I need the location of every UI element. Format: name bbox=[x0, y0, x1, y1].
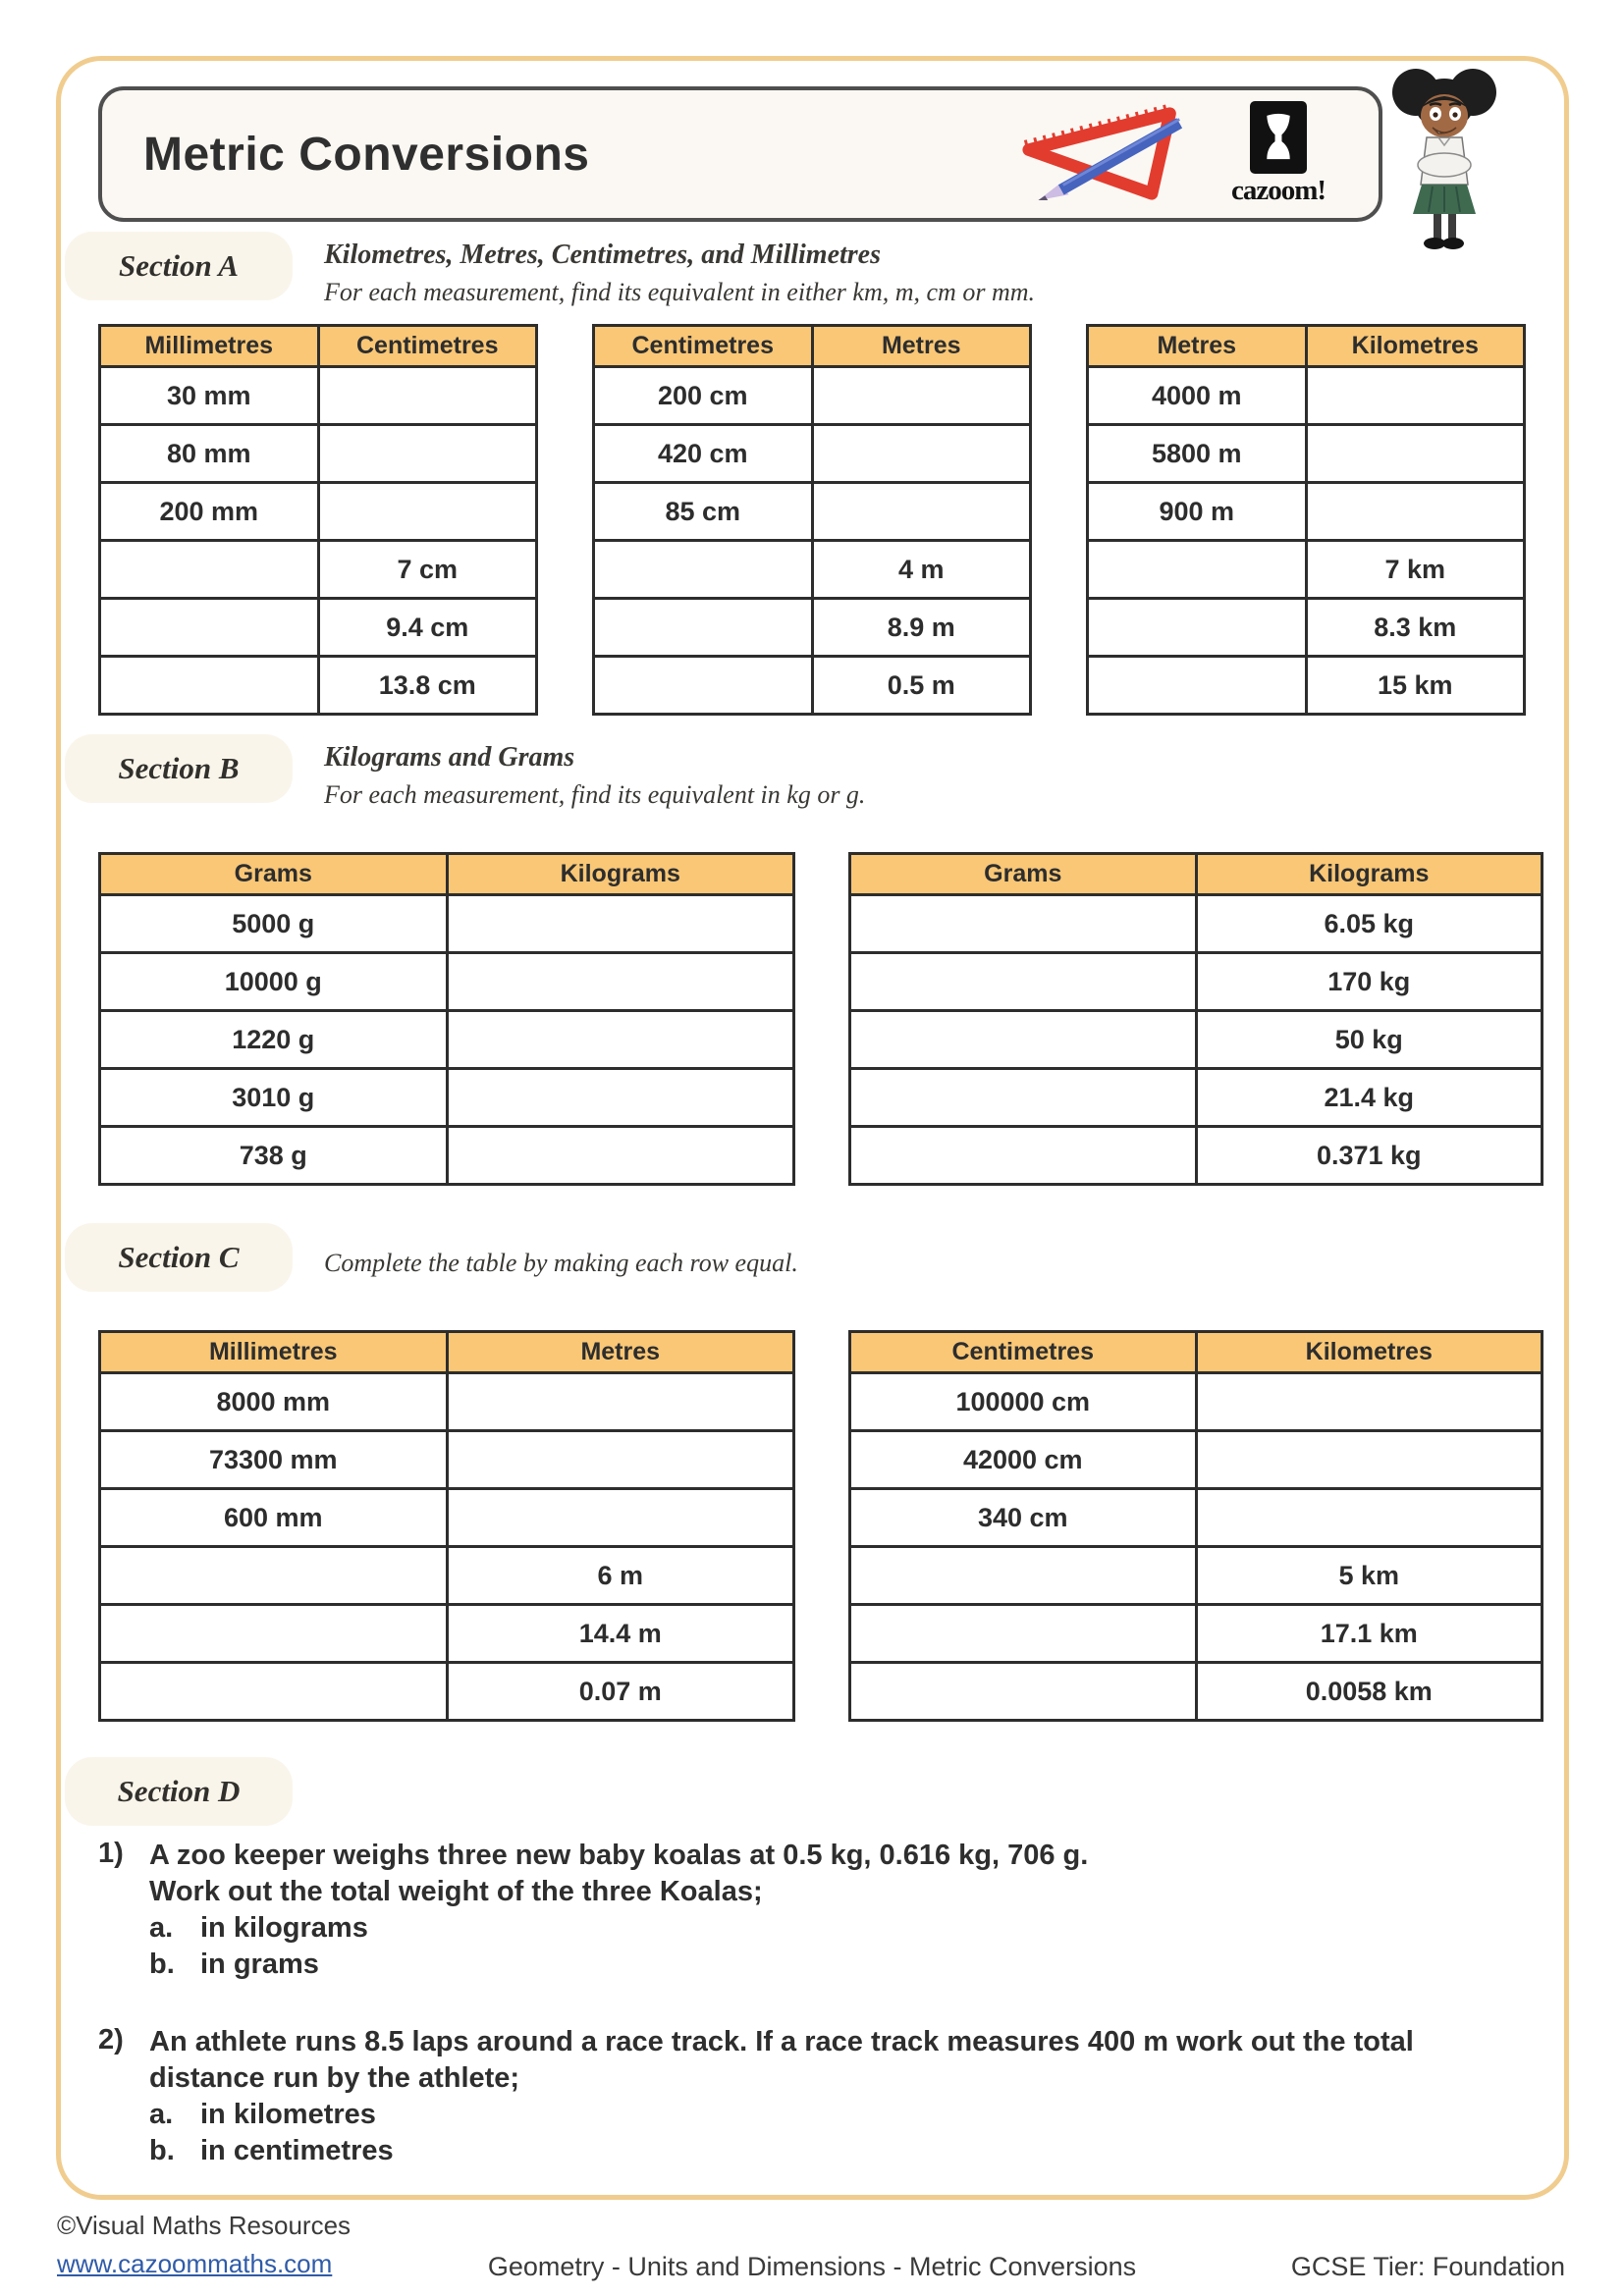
value-cell: 0.5 m bbox=[812, 657, 1031, 715]
column-header: Metres bbox=[812, 326, 1031, 367]
problem-sub-item: b. in grams bbox=[149, 1949, 319, 1980]
cazoom-drum-icon bbox=[1250, 101, 1307, 174]
column-header: Metres bbox=[1088, 326, 1307, 367]
value-cell: 80 mm bbox=[100, 425, 319, 483]
answer-cell[interactable] bbox=[100, 1547, 448, 1605]
answer-cell[interactable] bbox=[1306, 367, 1525, 425]
table-centimetres-kilometres bbox=[848, 1330, 1543, 1722]
column-header: Kilometres bbox=[1196, 1332, 1543, 1373]
value-cell: 5800 m bbox=[1088, 425, 1307, 483]
answer-cell[interactable] bbox=[318, 483, 537, 541]
value-cell: 85 cm bbox=[594, 483, 813, 541]
table-row bbox=[850, 1489, 1543, 1547]
table-row bbox=[1088, 657, 1525, 715]
section-b-heading: Kilograms and Grams bbox=[324, 742, 575, 773]
problem-sub-item: a. in kilometres bbox=[149, 2099, 376, 2130]
table-row bbox=[850, 1373, 1543, 1431]
table-row bbox=[1088, 367, 1525, 425]
answer-cell[interactable] bbox=[1196, 1373, 1543, 1431]
table-row bbox=[100, 1547, 794, 1605]
table-row bbox=[850, 1431, 1543, 1489]
answer-cell[interactable] bbox=[850, 1069, 1197, 1127]
set-square-pencil-icon bbox=[1015, 102, 1192, 207]
value-cell: 0.371 kg bbox=[1196, 1127, 1543, 1185]
table-centimetres-metres bbox=[592, 324, 1032, 716]
answer-cell[interactable] bbox=[447, 1373, 794, 1431]
problem-text-line: distance run by the athlete; bbox=[149, 2062, 520, 2094]
footer-copyright: ©Visual Maths Resources bbox=[57, 2211, 352, 2240]
column-header: Kilograms bbox=[1196, 854, 1543, 895]
table-row bbox=[850, 1605, 1543, 1663]
footer-tier: GCSE Tier: Foundation bbox=[1290, 2252, 1565, 2281]
table-row bbox=[594, 657, 1031, 715]
column-header: Metres bbox=[447, 1332, 794, 1373]
value-cell: 200 mm bbox=[100, 483, 319, 541]
table-row bbox=[100, 1127, 794, 1185]
answer-cell[interactable] bbox=[812, 367, 1031, 425]
table-row bbox=[850, 953, 1543, 1011]
column-header: Millimetres bbox=[100, 326, 319, 367]
value-cell: 42000 cm bbox=[850, 1431, 1197, 1489]
answer-cell[interactable] bbox=[850, 895, 1197, 953]
value-cell: 5000 g bbox=[100, 895, 448, 953]
answer-cell[interactable] bbox=[850, 1011, 1197, 1069]
value-cell: 7 km bbox=[1306, 541, 1525, 599]
table-row bbox=[100, 1431, 794, 1489]
answer-cell[interactable] bbox=[447, 953, 794, 1011]
table-row bbox=[100, 599, 537, 657]
answer-cell[interactable] bbox=[100, 541, 319, 599]
answer-cell[interactable] bbox=[100, 657, 319, 715]
value-cell: 900 m bbox=[1088, 483, 1307, 541]
answer-cell[interactable] bbox=[1088, 657, 1307, 715]
answer-cell[interactable] bbox=[318, 367, 537, 425]
value-cell: 8000 mm bbox=[100, 1373, 448, 1431]
table-row bbox=[850, 1127, 1543, 1185]
table-row bbox=[594, 599, 1031, 657]
section-c-label: Section C bbox=[65, 1223, 293, 1292]
student-character-illustration bbox=[1389, 63, 1499, 256]
answer-cell[interactable] bbox=[812, 483, 1031, 541]
table-row bbox=[100, 657, 537, 715]
table-row bbox=[1088, 541, 1525, 599]
answer-cell[interactable] bbox=[447, 1431, 794, 1489]
cazoom-logo bbox=[1219, 101, 1337, 207]
table-row bbox=[100, 895, 794, 953]
section-b-instruction: For each measurement, find its equivalent in kg or g. bbox=[324, 780, 866, 809]
problem-text-line: An athlete runs 8.5 laps around a race track. If a race track measures 400 m work out the total bbox=[149, 2026, 1414, 2057]
problem-2 bbox=[98, 2024, 1532, 2169]
answer-cell[interactable] bbox=[1306, 425, 1525, 483]
value-cell: 13.8 cm bbox=[318, 657, 537, 715]
value-cell: 0.0058 km bbox=[1196, 1663, 1543, 1721]
table-row bbox=[1088, 483, 1525, 541]
answer-cell[interactable] bbox=[318, 425, 537, 483]
column-header: Grams bbox=[100, 854, 448, 895]
table-row bbox=[100, 1489, 794, 1547]
value-cell: 738 g bbox=[100, 1127, 448, 1185]
value-cell: 14.4 m bbox=[447, 1605, 794, 1663]
table-grams-kilograms-right bbox=[848, 852, 1543, 1186]
table-row bbox=[100, 541, 537, 599]
answer-cell[interactable] bbox=[1088, 541, 1307, 599]
value-cell: 8.3 km bbox=[1306, 599, 1525, 657]
answer-cell[interactable] bbox=[447, 1069, 794, 1127]
value-cell: 9.4 cm bbox=[318, 599, 537, 657]
section-d-label: Section D bbox=[65, 1757, 293, 1826]
header-icons bbox=[1015, 101, 1337, 207]
table-row bbox=[850, 1069, 1543, 1127]
answer-cell[interactable] bbox=[594, 599, 813, 657]
table-row bbox=[100, 367, 537, 425]
answer-cell[interactable] bbox=[1306, 483, 1525, 541]
table-row bbox=[100, 425, 537, 483]
value-cell: 17.1 km bbox=[1196, 1605, 1543, 1663]
footer-topic: Geometry - Units and Dimensions - Metric Conversions bbox=[487, 2252, 1137, 2281]
answer-cell[interactable] bbox=[1196, 1489, 1543, 1547]
table-metres-kilometres bbox=[1086, 324, 1526, 716]
answer-cell[interactable] bbox=[447, 895, 794, 953]
table-row bbox=[100, 1663, 794, 1721]
value-cell: 340 cm bbox=[850, 1489, 1197, 1547]
value-cell: 200 cm bbox=[594, 367, 813, 425]
table-row bbox=[594, 541, 1031, 599]
column-header: Centimetres bbox=[318, 326, 537, 367]
value-cell: 21.4 kg bbox=[1196, 1069, 1543, 1127]
answer-cell[interactable] bbox=[100, 1663, 448, 1721]
table-row bbox=[850, 895, 1543, 953]
section-b-label: Section B bbox=[65, 734, 293, 803]
value-cell: 6.05 kg bbox=[1196, 895, 1543, 953]
worksheet-header bbox=[98, 86, 1382, 222]
problem-text-line: Work out the total weight of the three Koalas; bbox=[149, 1876, 763, 1907]
value-cell: 5 km bbox=[1196, 1547, 1543, 1605]
problem-text-line: A zoo keeper weighs three new baby koalas at 0.5 kg, 0.616 kg, 706 g. bbox=[149, 1840, 1089, 1871]
value-cell: 3010 g bbox=[100, 1069, 448, 1127]
value-cell: 8.9 m bbox=[812, 599, 1031, 657]
value-cell: 100000 cm bbox=[850, 1373, 1197, 1431]
column-header: Kilograms bbox=[447, 854, 794, 895]
value-cell: 600 mm bbox=[100, 1489, 448, 1547]
page-title: Metric Conversions bbox=[143, 128, 590, 181]
problem-number: 1) bbox=[98, 1838, 124, 1869]
table-row bbox=[1088, 425, 1525, 483]
answer-cell[interactable] bbox=[1196, 1431, 1543, 1489]
answer-cell[interactable] bbox=[850, 1547, 1197, 1605]
table-row bbox=[100, 1011, 794, 1069]
value-cell: 4000 m bbox=[1088, 367, 1307, 425]
table-row bbox=[100, 953, 794, 1011]
section-a-instruction: For each measurement, find its equivalent in either km, m, cm or mm. bbox=[324, 278, 1036, 306]
table-millimetres-centimetres bbox=[98, 324, 538, 716]
answer-cell[interactable] bbox=[594, 541, 813, 599]
problem-sub-item: b. in centimetres bbox=[149, 2135, 394, 2166]
column-header: Kilometres bbox=[1306, 326, 1525, 367]
answer-cell[interactable] bbox=[850, 1605, 1197, 1663]
answer-cell[interactable] bbox=[850, 1663, 1197, 1721]
answer-cell[interactable] bbox=[850, 1127, 1197, 1185]
answer-cell[interactable] bbox=[812, 425, 1031, 483]
section-c-instruction: Complete the table by making each row equal. bbox=[324, 1249, 798, 1277]
table-grams-kilograms-left bbox=[98, 852, 795, 1186]
column-header: Centimetres bbox=[850, 1332, 1197, 1373]
value-cell: 10000 g bbox=[100, 953, 448, 1011]
column-header: Centimetres bbox=[594, 326, 813, 367]
value-cell: 73300 mm bbox=[100, 1431, 448, 1489]
problem-sub-item: a. in kilograms bbox=[149, 1912, 368, 1944]
problem-1 bbox=[98, 1838, 1532, 1983]
footer-website-link[interactable]: www.cazoommaths.com bbox=[57, 2249, 333, 2278]
answer-cell[interactable] bbox=[447, 1489, 794, 1547]
table-millimetres-metres bbox=[98, 1330, 795, 1722]
table-row bbox=[100, 1373, 794, 1431]
answer-cell[interactable] bbox=[447, 1011, 794, 1069]
cazoom-logo-text: cazoom! bbox=[1230, 175, 1326, 206]
value-cell: 15 km bbox=[1306, 657, 1525, 715]
table-row bbox=[594, 367, 1031, 425]
value-cell: 7 cm bbox=[318, 541, 537, 599]
table-row bbox=[100, 1605, 794, 1663]
answer-cell[interactable] bbox=[594, 657, 813, 715]
table-row bbox=[850, 1547, 1543, 1605]
answer-cell[interactable] bbox=[1088, 599, 1307, 657]
column-header: Millimetres bbox=[100, 1332, 448, 1373]
problem-number: 2) bbox=[98, 2024, 124, 2056]
value-cell: 1220 g bbox=[100, 1011, 448, 1069]
value-cell: 170 kg bbox=[1196, 953, 1543, 1011]
value-cell: 50 kg bbox=[1196, 1011, 1543, 1069]
answer-cell[interactable] bbox=[850, 953, 1197, 1011]
answer-cell[interactable] bbox=[100, 599, 319, 657]
table-row bbox=[594, 483, 1031, 541]
table-row bbox=[850, 1011, 1543, 1069]
answer-cell[interactable] bbox=[447, 1127, 794, 1185]
value-cell: 4 m bbox=[812, 541, 1031, 599]
section-a-label: Section A bbox=[65, 232, 293, 300]
column-header: Grams bbox=[850, 854, 1197, 895]
value-cell: 0.07 m bbox=[447, 1663, 794, 1721]
table-row bbox=[1088, 599, 1525, 657]
table-row bbox=[594, 425, 1031, 483]
section-a-heading: Kilometres, Metres, Centimetres, and Millimetres bbox=[324, 240, 881, 270]
value-cell: 30 mm bbox=[100, 367, 319, 425]
value-cell: 6 m bbox=[447, 1547, 794, 1605]
table-row bbox=[100, 483, 537, 541]
table-row bbox=[850, 1663, 1543, 1721]
value-cell: 420 cm bbox=[594, 425, 813, 483]
table-row bbox=[100, 1069, 794, 1127]
answer-cell[interactable] bbox=[100, 1605, 448, 1663]
